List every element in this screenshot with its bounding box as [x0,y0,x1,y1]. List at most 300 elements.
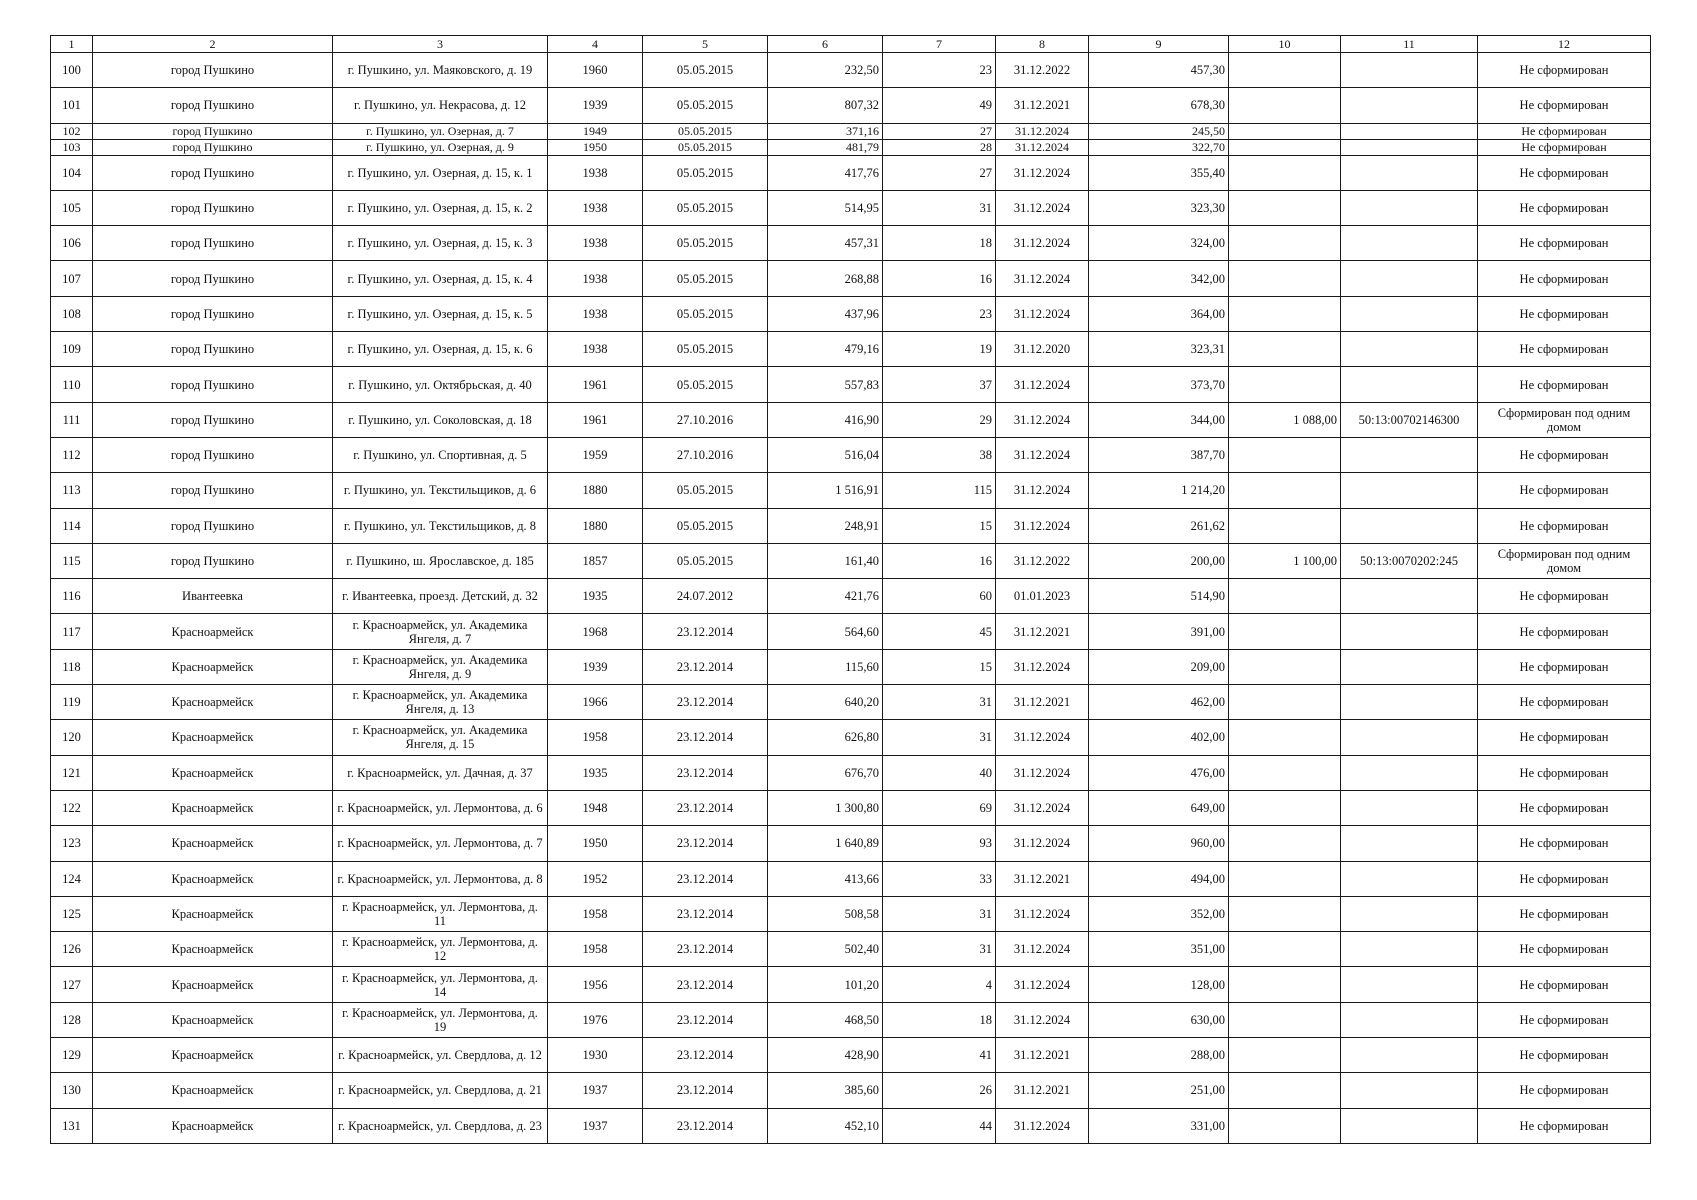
resettlement-deadline-cell: 31.12.2024 [996,1108,1089,1143]
living-area-cell: 1 640,89 [768,826,883,861]
decision-date-cell: 05.05.2015 [643,296,768,331]
living-area-cell: 1 516,91 [768,473,883,508]
header-cell-3: 3 [333,36,548,53]
plot-status-cell: Не сформирован [1478,1002,1651,1037]
decision-date-cell: 05.05.2015 [643,543,768,578]
build-year-cell: 1948 [548,790,643,825]
address-cell: г. Красноармейск, ул. Академика Янгеля, д. 13 [333,685,548,720]
land-area-cell: 261,62 [1089,508,1229,543]
municipality-cell: город Пушкино [93,139,333,155]
build-year-cell: 1939 [548,88,643,123]
row-number-cell: 125 [51,896,93,931]
header-cell-7: 7 [883,36,996,53]
land-area-cell: 476,00 [1089,755,1229,790]
address-cell: г. Пушкино, ул. Соколовская, д. 18 [333,402,548,437]
residents-count-cell: 16 [883,261,996,296]
resettlement-deadline-cell: 31.12.2024 [996,402,1089,437]
plot-status-cell: Не сформирован [1478,932,1651,967]
land-area-cell: 364,00 [1089,296,1229,331]
plot-status-cell: Не сформирован [1478,755,1651,790]
plot-status-cell: Не сформирован [1478,720,1651,755]
land-area-cell: 200,00 [1089,543,1229,578]
residents-count-cell: 49 [883,88,996,123]
build-year-cell: 1959 [548,437,643,472]
resettlement-deadline-cell: 31.12.2024 [996,896,1089,931]
header-cell-8: 8 [996,36,1089,53]
resettlement-deadline-cell: 31.12.2024 [996,967,1089,1002]
living-area-cell: 417,76 [768,155,883,190]
land-area-cell: 960,00 [1089,826,1229,861]
address-cell: г. Пушкино, ул. Озерная, д. 15, к. 5 [333,296,548,331]
plot-status-cell: Не сформирован [1478,790,1651,825]
cadastral-number-cell [1341,296,1478,331]
table-row [51,437,1651,472]
residents-count-cell: 69 [883,790,996,825]
residents-count-cell: 31 [883,685,996,720]
residents-count-cell: 4 [883,967,996,1002]
decision-date-cell: 23.12.2014 [643,861,768,896]
municipality-cell: Красноармейск [93,685,333,720]
land-area-cell: 251,00 [1089,1073,1229,1108]
land-area-cell: 352,00 [1089,896,1229,931]
plot-area-cell [1229,53,1341,88]
row-number-cell: 115 [51,543,93,578]
municipality-cell: город Пушкино [93,367,333,402]
build-year-cell: 1939 [548,649,643,684]
living-area-cell: 516,04 [768,437,883,472]
row-number-cell: 127 [51,967,93,1002]
municipality-cell: город Пушкино [93,155,333,190]
build-year-cell: 1968 [548,614,643,649]
living-area-cell: 416,90 [768,402,883,437]
resettlement-deadline-cell: 31.12.2024 [996,932,1089,967]
cadastral-number-cell [1341,155,1478,190]
municipality-cell: Красноармейск [93,755,333,790]
living-area-cell: 248,91 [768,508,883,543]
row-number-cell: 109 [51,332,93,367]
living-area-cell: 457,31 [768,226,883,261]
table-row [51,508,1651,543]
living-area-cell: 413,66 [768,861,883,896]
decision-date-cell: 05.05.2015 [643,53,768,88]
row-number-cell: 112 [51,437,93,472]
address-cell: г. Красноармейск, ул. Лермонтова, д. 14 [333,967,548,1002]
municipality-cell: Красноармейск [93,896,333,931]
resettlement-deadline-cell: 31.12.2022 [996,543,1089,578]
header-cell-11: 11 [1341,36,1478,53]
row-number-cell: 111 [51,402,93,437]
plot-status-cell: Не сформирован [1478,123,1651,139]
decision-date-cell: 05.05.2015 [643,123,768,139]
plot-status-cell: Не сформирован [1478,896,1651,931]
table-row [51,332,1651,367]
build-year-cell: 1938 [548,296,643,331]
residents-count-cell: 29 [883,402,996,437]
land-area-cell: 209,00 [1089,649,1229,684]
row-number-cell: 130 [51,1073,93,1108]
plot-area-cell [1229,896,1341,931]
address-cell: г. Красноармейск, ул. Академика Янгеля, д. 15 [333,720,548,755]
build-year-cell: 1935 [548,579,643,614]
table-row [51,1108,1651,1143]
resettlement-deadline-cell: 31.12.2024 [996,155,1089,190]
row-number-cell: 121 [51,755,93,790]
build-year-cell: 1950 [548,826,643,861]
plot-status-cell: Не сформирован [1478,190,1651,225]
municipality-cell: Ивантеевка [93,579,333,614]
build-year-cell: 1935 [548,755,643,790]
residents-count-cell: 31 [883,190,996,225]
decision-date-cell: 27.10.2016 [643,402,768,437]
cadastral-number-cell [1341,861,1478,896]
row-number-cell: 129 [51,1038,93,1073]
resettlement-deadline-cell: 31.12.2024 [996,1002,1089,1037]
plot-status-cell: Сформирован под одним домом [1478,402,1651,437]
build-year-cell: 1952 [548,861,643,896]
cadastral-number-cell [1341,1038,1478,1073]
row-number-cell: 123 [51,826,93,861]
land-area-cell: 323,31 [1089,332,1229,367]
resettlement-deadline-cell: 31.12.2024 [996,367,1089,402]
plot-area-cell [1229,296,1341,331]
municipality-cell: город Пушкино [93,437,333,472]
plot-status-cell: Не сформирован [1478,861,1651,896]
resettlement-deadline-cell: 31.12.2021 [996,88,1089,123]
build-year-cell: 1976 [548,1002,643,1037]
row-number-cell: 116 [51,579,93,614]
table-row [51,123,1651,139]
living-area-cell: 371,16 [768,123,883,139]
address-cell: г. Красноармейск, ул. Лермонтова, д. 19 [333,1002,548,1037]
header-cell-5: 5 [643,36,768,53]
cadastral-number-cell [1341,614,1478,649]
municipality-cell: город Пушкино [93,190,333,225]
plot-area-cell [1229,861,1341,896]
table-row [51,226,1651,261]
plot-status-cell: Не сформирован [1478,649,1651,684]
cadastral-number-cell: 50:13:00702146300 [1341,402,1478,437]
decision-date-cell: 05.05.2015 [643,473,768,508]
residents-count-cell: 15 [883,508,996,543]
build-year-cell: 1937 [548,1108,643,1143]
cadastral-number-cell [1341,508,1478,543]
land-area-cell: 457,30 [1089,53,1229,88]
municipality-cell: город Пушкино [93,543,333,578]
living-area-cell: 479,16 [768,332,883,367]
row-number-cell: 114 [51,508,93,543]
decision-date-cell: 05.05.2015 [643,367,768,402]
resettlement-deadline-cell: 31.12.2024 [996,190,1089,225]
land-area-cell: 355,40 [1089,155,1229,190]
address-cell: г. Пушкино, ул. Некрасова, д. 12 [333,88,548,123]
address-cell: г. Ивантеевка, проезд. Детский, д. 32 [333,579,548,614]
plot-area-cell [1229,755,1341,790]
plot-area-cell: 1 088,00 [1229,402,1341,437]
municipality-cell: город Пушкино [93,296,333,331]
address-cell: г. Красноармейск, ул. Лермонтова, д. 11 [333,896,548,931]
decision-date-cell: 23.12.2014 [643,720,768,755]
row-number-cell: 113 [51,473,93,508]
residents-count-cell: 41 [883,1038,996,1073]
plot-area-cell [1229,932,1341,967]
municipality-cell: Красноармейск [93,1038,333,1073]
municipality-cell: город Пушкино [93,123,333,139]
resettlement-deadline-cell: 31.12.2024 [996,123,1089,139]
land-area-cell: 494,00 [1089,861,1229,896]
header-cell-2: 2 [93,36,333,53]
resettlement-deadline-cell: 31.12.2020 [996,332,1089,367]
land-area-cell: 373,70 [1089,367,1229,402]
plot-status-cell: Не сформирован [1478,614,1651,649]
residents-count-cell: 45 [883,614,996,649]
plot-area-cell [1229,790,1341,825]
living-area-cell: 502,40 [768,932,883,967]
build-year-cell: 1949 [548,123,643,139]
residents-count-cell: 93 [883,826,996,861]
cadastral-number-cell [1341,755,1478,790]
land-area-cell: 1 214,20 [1089,473,1229,508]
column-number-header [51,36,1651,53]
cadastral-number-cell [1341,720,1478,755]
decision-date-cell: 05.05.2015 [643,139,768,155]
table-row [51,685,1651,720]
address-cell: г. Пушкино, ул. Озерная, д. 15, к. 2 [333,190,548,225]
cadastral-number-cell [1341,53,1478,88]
plot-area-cell [1229,332,1341,367]
living-area-cell: 268,88 [768,261,883,296]
table-row [51,88,1651,123]
plot-status-cell: Сформирован под одним домом [1478,543,1651,578]
plot-status-cell: Не сформирован [1478,1038,1651,1073]
plot-area-cell [1229,1038,1341,1073]
build-year-cell: 1961 [548,367,643,402]
plot-area-cell: 1 100,00 [1229,543,1341,578]
address-cell: г. Пушкино, ул. Текстильщиков, д. 8 [333,508,548,543]
decision-date-cell: 23.12.2014 [643,790,768,825]
living-area-cell: 508,58 [768,896,883,931]
row-number-cell: 110 [51,367,93,402]
plot-status-cell: Не сформирован [1478,332,1651,367]
address-cell: г. Пушкино, ул. Озерная, д. 15, к. 4 [333,261,548,296]
build-year-cell: 1966 [548,685,643,720]
plot-status-cell: Не сформирован [1478,1108,1651,1143]
land-area-cell: 342,00 [1089,261,1229,296]
residents-count-cell: 31 [883,720,996,755]
table-row [51,649,1651,684]
municipality-cell: Красноармейск [93,826,333,861]
build-year-cell: 1938 [548,261,643,296]
row-number-cell: 108 [51,296,93,331]
cadastral-number-cell [1341,139,1478,155]
plot-area-cell [1229,649,1341,684]
municipality-cell: Красноармейск [93,1073,333,1108]
table-row [51,967,1651,1002]
table-row [51,826,1651,861]
cadastral-number-cell [1341,437,1478,472]
residents-count-cell: 27 [883,155,996,190]
table-row [51,861,1651,896]
living-area-cell: 161,40 [768,543,883,578]
plot-area-cell [1229,508,1341,543]
header-cell-1: 1 [51,36,93,53]
decision-date-cell: 23.12.2014 [643,1002,768,1037]
cadastral-number-cell [1341,579,1478,614]
resettlement-deadline-cell: 31.12.2024 [996,261,1089,296]
address-cell: г. Красноармейск, ул. Академика Янгеля, д. 9 [333,649,548,684]
table-row [51,1038,1651,1073]
municipality-cell: город Пушкино [93,226,333,261]
municipality-cell: Красноармейск [93,649,333,684]
address-cell: г. Красноармейск, ул. Свердлова, д. 21 [333,1073,548,1108]
resettlement-deadline-cell: 31.12.2024 [996,826,1089,861]
table-row [51,543,1651,578]
row-number-cell: 106 [51,226,93,261]
address-cell: г. Пушкино, ул. Озерная, д. 15, к. 3 [333,226,548,261]
address-cell: г. Пушкино, ул. Озерная, д. 15, к. 1 [333,155,548,190]
residents-count-cell: 31 [883,932,996,967]
table-row [51,155,1651,190]
plot-area-cell [1229,88,1341,123]
decision-date-cell: 05.05.2015 [643,261,768,296]
cadastral-number-cell [1341,226,1478,261]
decision-date-cell: 23.12.2014 [643,1108,768,1143]
address-cell: г. Красноармейск, ул. Лермонтова, д. 12 [333,932,548,967]
cadastral-number-cell [1341,932,1478,967]
living-area-cell: 428,90 [768,1038,883,1073]
living-area-cell: 452,10 [768,1108,883,1143]
decision-date-cell: 24.07.2012 [643,579,768,614]
plot-area-cell [1229,123,1341,139]
build-year-cell: 1960 [548,53,643,88]
land-area-cell: 402,00 [1089,720,1229,755]
plot-area-cell [1229,1108,1341,1143]
land-area-cell: 245,50 [1089,123,1229,139]
plot-area-cell [1229,190,1341,225]
decision-date-cell: 05.05.2015 [643,190,768,225]
row-number-cell: 131 [51,1108,93,1143]
address-cell: г. Красноармейск, ул. Свердлова, д. 12 [333,1038,548,1073]
resettlement-deadline-cell: 31.12.2024 [996,437,1089,472]
cadastral-number-cell [1341,826,1478,861]
plot-status-cell: Не сформирован [1478,685,1651,720]
resettlement-deadline-cell: 31.12.2024 [996,755,1089,790]
table-row [51,402,1651,437]
plot-area-cell [1229,1073,1341,1108]
table-row [51,473,1651,508]
table-row [51,579,1651,614]
row-number-cell: 122 [51,790,93,825]
table-row [51,53,1651,88]
residents-count-cell: 115 [883,473,996,508]
residents-count-cell: 16 [883,543,996,578]
plot-area-cell [1229,261,1341,296]
plot-area-cell [1229,367,1341,402]
living-area-cell: 385,60 [768,1073,883,1108]
land-area-cell: 331,00 [1089,1108,1229,1143]
header-cell-6: 6 [768,36,883,53]
address-cell: г. Пушкино, ул. Озерная, д. 15, к. 6 [333,332,548,367]
plot-status-cell: Не сформирован [1478,473,1651,508]
plot-status-cell: Не сформирован [1478,1073,1651,1108]
plot-area-cell [1229,967,1341,1002]
decision-date-cell: 05.05.2015 [643,155,768,190]
living-area-cell: 807,32 [768,88,883,123]
decision-date-cell: 05.05.2015 [643,332,768,367]
plot-area-cell [1229,720,1341,755]
build-year-cell: 1930 [548,1038,643,1073]
plot-status-cell: Не сформирован [1478,226,1651,261]
row-number-cell: 118 [51,649,93,684]
land-area-cell: 630,00 [1089,1002,1229,1037]
table-row [51,720,1651,755]
decision-date-cell: 23.12.2014 [643,1073,768,1108]
build-year-cell: 1961 [548,402,643,437]
land-area-cell: 322,70 [1089,139,1229,155]
decision-date-cell: 27.10.2016 [643,437,768,472]
build-year-cell: 1938 [548,332,643,367]
build-year-cell: 1938 [548,155,643,190]
decision-date-cell: 23.12.2014 [643,755,768,790]
decision-date-cell: 23.12.2014 [643,614,768,649]
table-row [51,139,1651,155]
cadastral-number-cell [1341,790,1478,825]
land-area-cell: 323,30 [1089,190,1229,225]
build-year-cell: 1938 [548,190,643,225]
resettlement-deadline-cell: 31.12.2021 [996,685,1089,720]
residents-count-cell: 19 [883,332,996,367]
resettlement-deadline-cell: 31.12.2021 [996,861,1089,896]
land-area-cell: 344,00 [1089,402,1229,437]
plot-area-cell [1229,579,1341,614]
row-number-cell: 119 [51,685,93,720]
residents-count-cell: 28 [883,139,996,155]
row-number-cell: 102 [51,123,93,139]
cadastral-number-cell [1341,1002,1478,1037]
table-row [51,190,1651,225]
table-row [51,296,1651,331]
address-cell: г. Красноармейск, ул. Лермонтова, д. 7 [333,826,548,861]
table-row [51,261,1651,296]
land-area-cell: 351,00 [1089,932,1229,967]
build-year-cell: 1958 [548,720,643,755]
decision-date-cell: 23.12.2014 [643,685,768,720]
residents-count-cell: 18 [883,1002,996,1037]
row-number-cell: 124 [51,861,93,896]
resettlement-deadline-cell: 31.12.2024 [996,790,1089,825]
municipality-cell: Красноармейск [93,861,333,896]
living-area-cell: 564,60 [768,614,883,649]
table-row [51,1002,1651,1037]
residents-count-cell: 31 [883,896,996,931]
address-cell: г. Красноармейск, ул. Свердлова, д. 23 [333,1108,548,1143]
build-year-cell: 1880 [548,508,643,543]
row-number-cell: 104 [51,155,93,190]
resettlement-deadline-cell: 31.12.2024 [996,139,1089,155]
address-cell: г. Пушкино, ул. Маяковского, д. 19 [333,53,548,88]
cadastral-number-cell [1341,1108,1478,1143]
row-number-cell: 107 [51,261,93,296]
plot-status-cell: Не сформирован [1478,508,1651,543]
plot-status-cell: Не сформирован [1478,139,1651,155]
living-area-cell: 676,70 [768,755,883,790]
municipality-cell: Красноармейск [93,1108,333,1143]
plot-status-cell: Не сформирован [1478,296,1651,331]
land-area-cell: 462,00 [1089,685,1229,720]
decision-date-cell: 23.12.2014 [643,649,768,684]
decision-date-cell: 23.12.2014 [643,1038,768,1073]
municipality-cell: город Пушкино [93,88,333,123]
plot-area-cell [1229,139,1341,155]
